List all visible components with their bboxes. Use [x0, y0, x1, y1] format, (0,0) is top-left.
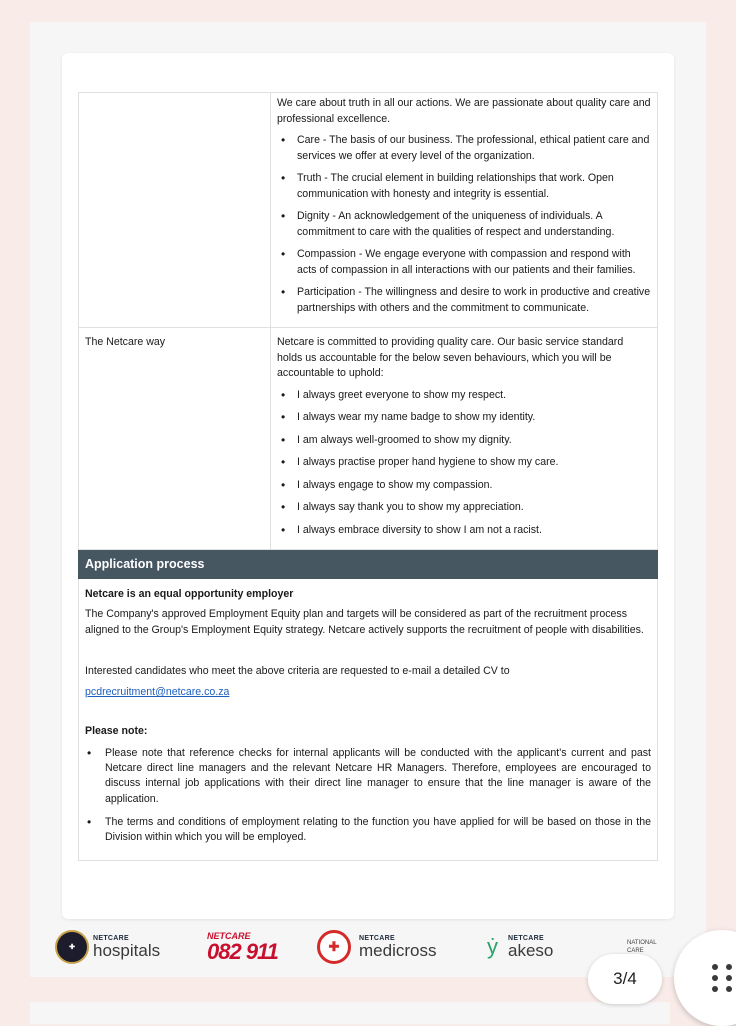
netcare-way-content-cell: [271, 328, 658, 550]
please-note-heading: Please note:: [85, 725, 148, 738]
hospitals-logo-top: NETCARE: [93, 935, 129, 942]
behaviours-list: [277, 388, 651, 539]
netcare-medicross-logo: [317, 927, 436, 967]
akeso-figure-icon: ẏ: [487, 934, 498, 959]
values-item-care: • Care - The basis of our business. The professional, ethical patient care and services we offer at every level of the organization.: [277, 133, 651, 164]
behaviour-item: • I am always well-groomed to show my dignity.: [277, 433, 651, 449]
recruitment-email-link[interactable]: pcdrecruitment@netcare.co.za: [85, 686, 230, 699]
n911-logo-top: NETCARE: [207, 930, 251, 941]
values-item-truth: • Truth - The crucial element in building relationships that work. Open communication with honesty and integrity is essential.: [277, 171, 651, 202]
n911-logo-bottom: 082 911: [207, 938, 278, 964]
national-logo-line2: CARE: [627, 948, 644, 954]
application-process-header: Application process: [78, 550, 658, 579]
hospitals-logo-bottom: hospitals: [93, 941, 161, 960]
values-intro: We care about truth in all our actions. We are passionate about quality care and professional excellence.: [277, 97, 651, 125]
note-item: • Please note that reference checks for internal applicants will be conducted with the applicant's current and past Netcare direct line managers and the relevant Netcare HR Managers. Therefore, employees are encouraged to discuss internal job applications with their direct line manager to ensure that the line manager is aware of the application.: [85, 746, 651, 807]
medicross-logo-top: NETCARE: [359, 935, 395, 942]
netcare-akeso-logo: [487, 927, 553, 967]
national-logo-line1: NATIONAL: [627, 940, 657, 946]
behaviour-item: • I always embrace diversity to show I am not a racist.: [277, 523, 651, 539]
values-row: [79, 93, 658, 328]
netcare-way-label: The Netcare way: [85, 336, 166, 348]
page-indicator[interactable]: 3/4: [588, 954, 662, 1004]
behaviour-item: • I always wear my name badge to show my identity.: [277, 410, 651, 426]
note-item: • The terms and conditions of employment relating to the function you have applied for will be based on those in the Division within which you will be employed.: [85, 815, 651, 846]
netcare-way-intro: Netcare is committed to providing quality care. Our basic service standard holds us accountable for the below seven behaviours, which you will be accountable to uphold:: [277, 336, 624, 379]
values-list: [277, 133, 651, 316]
medicross-seal-icon: ✚: [317, 930, 351, 964]
behaviour-item: • I always practise proper hand hygiene to show my care.: [277, 455, 651, 471]
footer-logos: [55, 927, 685, 969]
values-label-cell: [79, 93, 271, 328]
values-content-cell: [271, 93, 658, 328]
netcare-way-row: [79, 328, 658, 550]
dots-grid-icon: [712, 964, 734, 994]
behaviour-item: • I always say thank you to show my appreciation.: [277, 500, 651, 516]
document-content: [78, 92, 658, 861]
akeso-logo-top: NETCARE: [508, 935, 544, 942]
notes-list: [85, 746, 651, 846]
netcare-way-label-cell: [79, 328, 271, 550]
employment-equity-paragraph: The Company's approved Employment Equity plan and targets will be considered as part of the recruitment process aligned to the Group's Employment Equity strategy. Netcare actively supports the recruitment of people with disabilities.: [85, 608, 644, 636]
netcare-seal-icon: ✚: [55, 930, 89, 964]
values-table: [78, 92, 658, 550]
netcare-911-logo: [203, 927, 278, 967]
behaviour-item: • I always greet everyone to show my respect.: [277, 388, 651, 404]
cv-request-text: Interested candidates who meet the above criteria are requested to e-mail a detailed CV to: [85, 664, 510, 677]
values-item-participation: • Participation - The willingness and desire to work in productive and creative partnerships with others and the commitment to communicate.: [277, 285, 651, 316]
netcare-hospitals-logo: [55, 927, 160, 967]
values-item-compassion: • Compassion - We engage everyone with compassion and respond with acts of compassion in all interactions with our patients and their families.: [277, 247, 651, 278]
equal-opportunity-heading: Netcare is an equal opportunity employer: [85, 588, 294, 600]
medicross-logo-bottom: medicross: [359, 941, 437, 960]
akeso-logo-bottom: akeso: [508, 941, 554, 960]
application-process-body: [78, 579, 658, 861]
behaviour-item: • I always engage to show my compassion.: [277, 478, 651, 494]
next-page-edge: [30, 1002, 670, 1024]
values-item-dignity: • Dignity - An acknowledgement of the uniqueness of individuals. A commitment to care with the qualities of respect and understanding.: [277, 209, 651, 240]
